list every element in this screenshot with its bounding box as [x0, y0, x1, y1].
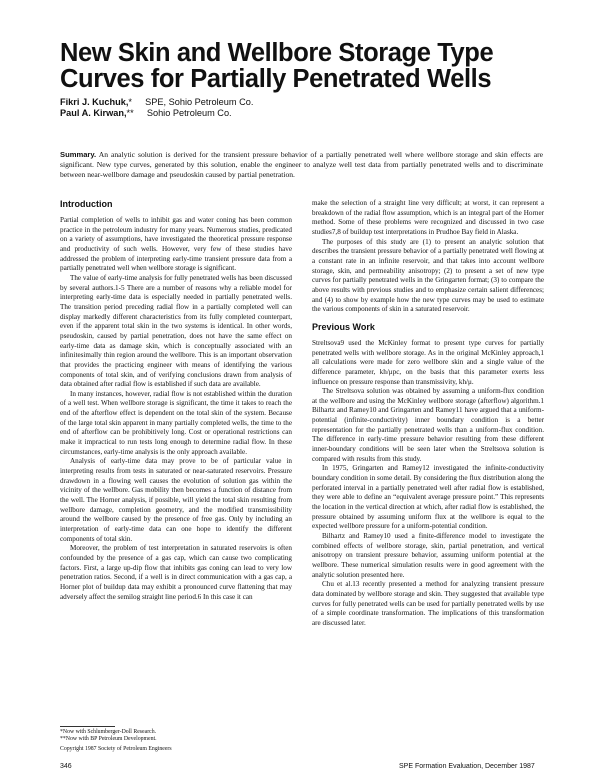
right-column: [312, 199, 544, 629]
paragraph: The Streltsova solution was obtained by assuming a uniform-flux condition at the wellbore and using the McKinley wellbore storage (afterflow) algorithm.1 Bilhartz and Ramey10 and Gringarten and Ramey11 have argued that a uniform-potential (infinite-conductivity) inner boundary condition is a better representation for the partially penetrated wells than a uniform-flux condition. The difference in early-time pressure behavior resulting from these different inner-boundary conditions will be seen later when the Streltsova solution is compared with results from this study.: [312, 387, 544, 463]
footnote-divider: [60, 726, 115, 727]
paragraph: Chu et al.13 recently presented a method for analyzing transient pressure data dominated by wellbore storage and skin. They suggested that available type curves for fully penetrated wells can be used for partially penetrated wells by use of a simple coordinate transformation. The implications of this transformation are discussed later.: [312, 580, 544, 627]
summary: [60, 150, 543, 180]
footnote: *Now with Schlumberger-Doll Research.: [60, 729, 157, 735]
summary-label: Summary.: [60, 150, 97, 159]
paragraph: Analysis of early-time data may prove to be of particular value in interpreting results from tests in saturated or near-saturated reservoirs. Pressure drawdown in a flowing well causes the evolution of solution gas within the vicinity of the wellbore. Gas mobility then becomes a function of distance from the well. The Horner analysis, if possible, will yield the total skin resulting from wellbore damage, completion geometry, and the modified transmissibility around the wellbore caused by the presence of free gas. Only by including an interpretation of early-time data can one hope to identify the different components of total skin.: [60, 457, 292, 543]
left-column: [60, 199, 292, 602]
author-name: Paul A. Kirwan,: [60, 108, 127, 118]
paragraph: Moreover, the problem of test interpretation in saturated reservoirs is often confounded by the presence of a gas cap, which can cause two complicating factors. First, a large up-dip flow that inhibits gas coning can lead to very low penetration ratios. Second, if a well is in direct communication with a gas cap, a Horner plot of buildup data may exhibit a pronounced curve flattening that may adversely affect the semilog straight line period.6 In this case it can: [60, 544, 292, 601]
author-name: Fikri J. Kuchuk,: [60, 97, 129, 107]
author-mark: *: [128, 97, 132, 107]
paragraph: Partial completion of wells to inhibit gas and water coning has been common practice in the petroleum industry for many years. Numerous studies, predicated on a variety of assumptions, have investigated the theoretical pressure response and productivity of such wells. However, very few of these studies have addressed the problem of interpreting early-time transient pressure data from a partially penetrated well when wellbore storage is significant.: [60, 216, 292, 273]
author-affiliation: SPE, Sohio Petroleum Co.: [145, 97, 254, 107]
paragraph: make the selection of a straight line very difficult; at worst, it can represent a breakdown of the radial flow assumption, which is an integral part of the Horner method. Some of these problems were recognized and discussed in two case studies7,8 of buildup test interpretations in Prudhoe Bay field in Alaska.: [312, 199, 544, 236]
introduction-heading: Introduction: [60, 199, 113, 209]
author-row: [60, 97, 540, 108]
paragraph: The value of early-time analysis for fully penetrated wells has been discussed by several authors.1-5 There are a number of reasons why a reliable model for interpreting early-time data is especially needed in partially penetrated wells. The transition period preceding radial flow in a partially completed well can display markedly different characteristics from its fully completed counterpart, even if the apparent total skin in the two systems is identical. In other words, pseudoskin, caused by partial penetration, does not have the same effect on early-time data as damage skin, which is conceptually associated with an infinitesimally thin region around the wellbore. This is an important observation that provides the practicing engineer with means of identifying the various components of total skin, and of verifying conclusions drawn from analysis of data obtained after radial flow is established if such data are available.: [60, 273, 292, 389]
previous-work-heading: Previous Work: [312, 321, 375, 332]
summary-text: An analytic solution is derived for the transient pressure behavior of a partially penetrated well where wellbore storage and skin effects are significant. New type curves, generated by this solution, enable the engineer to analyze well test data from partially penetrated wells and to discriminate between near-wellbore damage and pseudoskin caused by partial penetration.: [60, 150, 543, 179]
journal-footer: SPE Formation Evaluation, December 1987: [399, 763, 535, 770]
author-block: [60, 97, 540, 119]
page-number: 346: [60, 763, 72, 770]
footnote: **Now with BP Petroleum Development.: [60, 736, 157, 742]
paragraph: Streltsova9 used the McKinley format to present type curves for partially penetrated wells with wellbore storage. As in the original McKinley approach,1 all calculations were made for zero wellbore skin and a single value of the difference parameter, kh/μpc, on the basis that this parameter exerts less influence on pressure response than transmissivity, kh/μ.: [312, 338, 544, 386]
author-row: [60, 108, 540, 119]
footnotes: [60, 726, 292, 753]
author-mark: **: [126, 108, 134, 118]
paper-title: New Skin and Wellbore Storage Type Curves for Partially Penetrated Wells: [60, 39, 494, 93]
paragraph: In 1975, Gringarten and Ramey12 investigated the infinite-conductivity boundary condition in some detail. By considering the flux distribution along the perforated interval in a partially penetrated well after radial flow is established, they were able to define an “equivalent average pressure point.” This represents the location in the vertical direction at which, after radial flow is established, the pressure obtained by assuming uniform flux at the wellbore is equal to the expected wellbore pressure for a uniform-potential condition.: [312, 464, 544, 531]
paragraph: The purposes of this study are (1) to present an analytic solution that describes the transient pressure behavior of a partially penetrated well flowing at a constant rate in an infinite reservoir, and that takes into account wellbore storage, skin, and permeability anisotropy; (2) to present a set of new type curves for partially penetrated wells in the Gringarten format; (3) to compare the above results with previous studies and to emphasize certain salient differences; and (4) to show by example how the new type curves may be used to estimate the various components of skin in a saturated reservoir.: [312, 237, 544, 314]
author-affiliation: Sohio Petroleum Co.: [146, 108, 232, 118]
paragraph: Bilhartz and Ramey10 used a finite-difference model to investigate the combined effects of wellbore storage, skin, partial penetration, and vertical anisotropy on transient pressure behavior, assuming uniform potential at the wellbore. These numerical simulation results were in good agreement with the analytic solution presented here.: [312, 532, 544, 579]
paragraph: In many instances, however, radial flow is not established within the duration of a well test. When wellbore storage is significant, the time it takes to reach the end of the afterflow effect is dependent on the total skin of the system. Because of the large total skin apparent in many partially completed wells, the time to the end of afterflow can be prohibitively long. Cost or operational restrictions can make it impractical to run tests long enough to determine radial flow. In these circumstances, early-time analysis is the only approach available.: [60, 389, 292, 456]
copyright: Copyright 1987 Society of Petroleum Engineers: [60, 746, 172, 752]
